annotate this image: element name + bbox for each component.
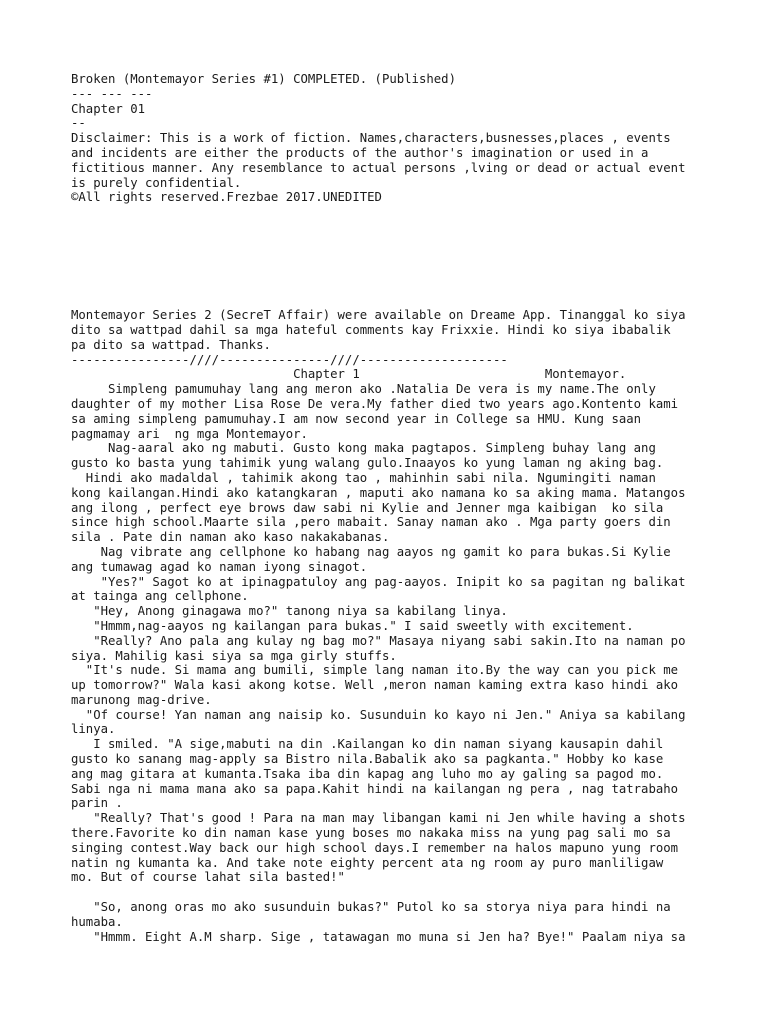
text-line: gusto ko sanang mag-apply sa Bistro nila.Babalik ako sa pagkanta." Hobby ko kase — [71, 752, 664, 767]
text-line: pa dito sa wattpad. Thanks. — [71, 337, 271, 352]
text-line: daughter of my mother Lisa Rose De vera.My father died two years ago.Kontento kami — [71, 396, 679, 411]
text-line: "Really? That's good ! Para na man may libangan kami ni Jen while having a shots — [71, 811, 686, 826]
text-line: mo. But of course lahat sila basted!" — [71, 870, 345, 885]
header-line: ©All rights reserved.Frezbae 2017.UNEDITED — [71, 190, 382, 205]
text-line: ang mag gitara at kumanta.Tsaka iba din kapag ang luho mo ay galing sa pagod mo. — [71, 766, 664, 781]
text-line: "Yes?" Sagot ko at ipinagpatuloy ang pag-aayos. Inipit ko sa pagitan ng balikat — [71, 574, 686, 589]
text-line — [71, 885, 731, 900]
text-line: Hindi ako madaldal , tahimik akong tao , mahinhin sabi nila. Ngumingiti naman — [71, 470, 656, 485]
text-line: sila . Pate din naman ako kaso nakakabanas. — [71, 530, 390, 545]
text-line: Montemayor Series 2 (SecreT Affair) were available on Dreame App. Tinanggal ko siya — [71, 308, 686, 323]
text-line: ang ilong , perfect eye brows daw sabi ni Kylie and Jenner mga kaibigan ko sila — [71, 500, 664, 515]
text-line: "Hmmm. Eight A.M sharp. Sige , tatawagan mo muna si Jen ha? Bye!" Paalam niya sa — [71, 929, 686, 944]
text-line: at tainga ang cellphone. — [71, 589, 249, 604]
text-line: gusto ko basta yung tahimik yung walang gulo.Inaayos ko yung laman ng aking bag. — [71, 456, 664, 471]
text-line: I smiled. "A sige,mabuti na din .Kailangan ko din naman siyang kausapin dahil — [71, 737, 664, 752]
header-line: Disclaimer: This is a work of fiction. Names,characters,busnesses,places , events — [71, 131, 671, 146]
document-body — [71, 72, 731, 944]
header-line: -- — [71, 116, 86, 131]
text-line: "Of course! Yan naman ang naisip ko. Susunduin ko kayo ni Jen." Aniya sa kabilang — [71, 707, 686, 722]
text-line: humaba. — [71, 914, 123, 929]
header-line: is purely confidential. — [71, 175, 242, 190]
text-line: dito sa wattpad dahil sa mga hateful comments kay Frixxie. Hindi ko siya ibabalik — [71, 322, 671, 337]
text-line: ang tumawag agad ko naman iyong sinagot. — [71, 559, 368, 574]
text-line: linya. — [71, 722, 116, 737]
text-line: "Hey, Anong ginagawa mo?" tanong niya sa kabilang linya. — [71, 604, 508, 619]
header-line: --- --- --- — [71, 86, 153, 101]
text-line: natin ng kumanta ka. And take note eighty percent ata ng room ay puro manliligaw — [71, 855, 664, 870]
text-line: Nag-aaral ako ng mabuti. Gusto kong maka pagtapos. Simpleng buhay lang ang — [71, 441, 656, 456]
text-line: "Hmmm,nag-aayos ng kailangan para bukas." I said sweetly with excitement. — [71, 618, 634, 633]
text-line: Sabi nga ni mama mana ako sa papa.Kahit hindi na kailangan ng pera , nag tatrabaho — [71, 781, 679, 796]
text-line: parin . — [71, 796, 123, 811]
text-line: since high school.Maarte sila ,pero mabait. Sanay naman ako . Mga party goers din — [71, 515, 671, 530]
header-block — [71, 72, 731, 205]
header-line: Chapter 01 — [71, 101, 146, 116]
text-line: Chapter 1 Montemayor. — [71, 367, 627, 382]
text-line: Nag vibrate ang cellphone ko habang nag aayos ng gamit ko para bukas.Si Kylie — [71, 544, 671, 559]
text-line: siya. Mahilig kasi siya sa mga girly stuffs. — [71, 648, 397, 663]
text-line: Simpleng pamumuhay lang ang meron ako .Natalia De vera is my name.The only — [71, 382, 656, 397]
text-line: ----------------////---------------////-------------------- — [71, 352, 508, 367]
blank-space — [71, 205, 731, 308]
text-line: "It's nude. Si mama ang bumili, simple lang naman ito.By the way can you pick me — [71, 663, 679, 678]
text-line: there.Favorite ko din naman kase yung boses mo nakaka miss na yung pag sali mo sa — [71, 826, 671, 841]
header-line: fictitious manner. Any resemblance to actual persons ,lving or dead or actual event — [71, 160, 686, 175]
header-line: Broken (Montemayor Series #1) COMPLETED. (Published) — [71, 72, 456, 86]
text-line: up tomorrow?" Wala kasi akong kotse. Well ,meron naman kaming extra kaso hindi ako — [71, 678, 679, 693]
text-line: singing contest.Way back our high school days.I remember na halos mapuno yung room — [71, 840, 679, 855]
text-line: marunong mag-drive. — [71, 692, 212, 707]
text-line: "Really? Ano pala ang kulay ng bag mo?" Masaya niyang sabi sakin.Ito na naman po — [71, 633, 686, 648]
text-line: "So, anong oras mo ako susunduin bukas?" Putol ko sa storya niya para hindi na — [71, 900, 671, 915]
text-line: kong kailangan.Hindi ako katangkaran , maputi ako namana ko sa aking mama. Matangos — [71, 485, 686, 500]
text-line: sa aming simpleng pamumuhay.I am now second year in College sa HMU. Kung saan — [71, 411, 642, 426]
story-block — [71, 308, 731, 944]
header-line: and incidents are either the products of the author's imagination or used in a — [71, 145, 649, 160]
text-line: pagmamay ari ng mga Montemayor. — [71, 426, 308, 441]
